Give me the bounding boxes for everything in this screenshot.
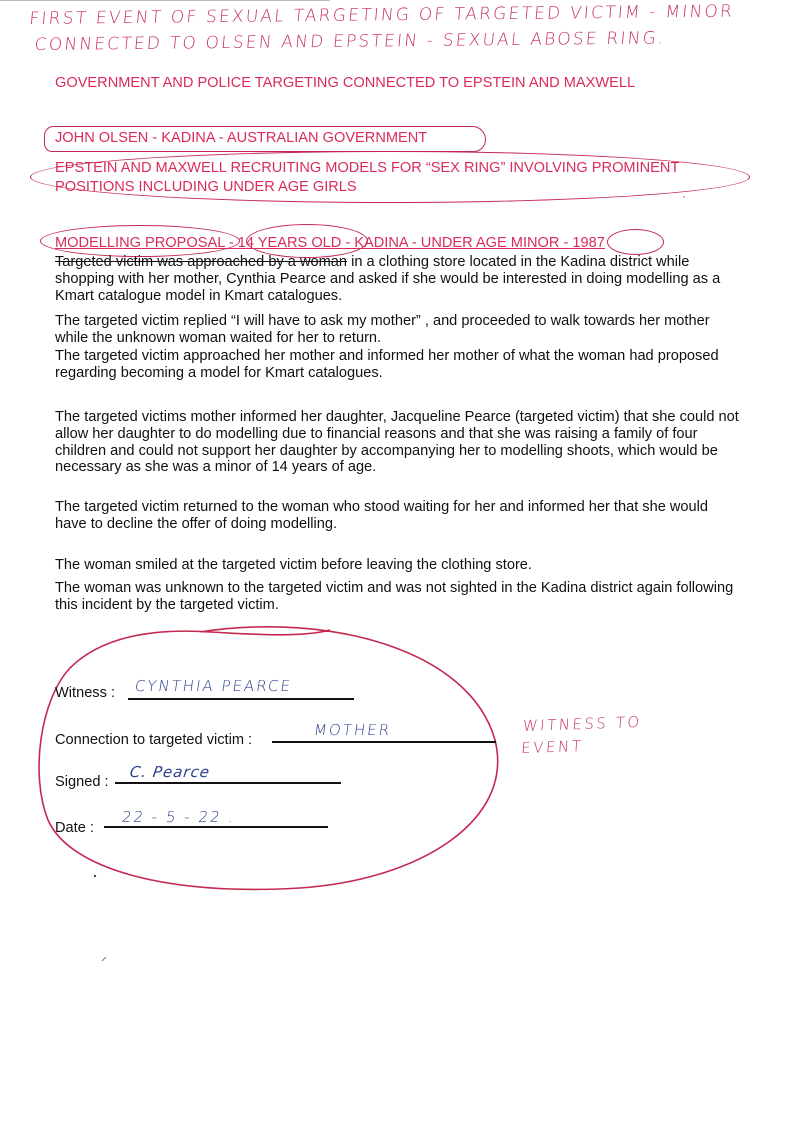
witness-note-line2: EVENT xyxy=(520,736,584,758)
handwritten-header-line1: FIRST EVENT OF SEXUAL TARGETING OF TARGETED VICTIM - MINOR xyxy=(28,1,735,29)
connection-value: MOTHER xyxy=(312,721,393,739)
modelling-heading-age: 14 YEARS OLD xyxy=(237,235,342,251)
paragraph-6: The woman smiled at the targeted victim before leaving the clothing store. xyxy=(55,557,532,573)
modelling-heading-part3: - KADINA - UNDER AGE MINOR - xyxy=(341,235,573,251)
paragraph-2: The targeted victim replied “I will have to ask my mother” , and proceeded to walk towards her mother while the unknown woman waited for her to return. xyxy=(55,313,710,346)
paragraph-3: The targeted victim approached her mother and informed her mother of what the woman had proposed regarding becoming a model for Kmart catalogues. xyxy=(55,348,719,381)
stray-dot xyxy=(94,875,96,877)
date-label: Date : xyxy=(55,820,94,836)
olsen-heading: JOHN OLSEN - KADINA - AUSTRALIAN GOVERNMENT xyxy=(55,130,428,146)
stray-dot-2 xyxy=(683,196,685,198)
paragraph-1-struck: Targeted victim was approached by a woman xyxy=(55,254,348,270)
epstein-heading-line1: EPSTEIN AND MAXWELL RECRUITING MODELS FOR “SEX RING” INVOLVING PROMINENT xyxy=(55,160,680,176)
epstein-heading-line2: POSITIONS INCLUDING UNDER AGE GIRLS xyxy=(55,179,357,195)
paragraph-1-rest: in a clothing store located in the Kadina district while shopping with her mother, Cynthia Pearce and asked if she would be interested in doing modelling as a Kmart catalogue model in Kmart catalogues. xyxy=(55,254,721,304)
signed-label: Signed : xyxy=(55,774,109,790)
paragraph-5: The targeted victim returned to the woman who stood waiting for her and informed her that she would have to decline the offer of doing modelling. xyxy=(55,499,709,532)
witness-value: CYNTHIA PEARCE xyxy=(133,677,294,695)
date-value: 22 - 5 - 22 . xyxy=(120,808,237,826)
handwritten-header-line2: CONNECTED TO OLSEN AND EPSTEIN - SEXUAL ABOSE RING. xyxy=(33,28,667,55)
signature: C. Pearce xyxy=(128,763,212,781)
modelling-heading-year: 1987 xyxy=(572,235,605,251)
stray-tick xyxy=(102,957,106,961)
paragraph-4: The targeted victims mother informed her daughter, Jacqueline Pearce (targeted victim) that she could not allow her daughter to do modelling due to financial reasons and that she was raising a family of four children and could not support her daughter by accompanying her to modelling shoots, which would be necessary as she was a minor of 14 years of age. xyxy=(55,409,739,476)
connection-label: Connection to targeted victim : xyxy=(55,732,253,748)
paragraph-7: The woman was unknown to the targeted victim and was not sighted in the Kadina district again following this incident by the targeted victim. xyxy=(55,580,734,613)
main-heading: GOVERNMENT AND POLICE TARGETING CONNECTED TO EPSTEIN AND MAXWELL xyxy=(55,75,636,91)
modelling-heading-sep: - xyxy=(224,235,238,251)
witness-note-line1: WITNESS TO xyxy=(522,712,643,736)
modelling-heading-part1: MODELLING PROPOSAL xyxy=(55,235,225,251)
witness-label: Witness : xyxy=(55,685,116,701)
